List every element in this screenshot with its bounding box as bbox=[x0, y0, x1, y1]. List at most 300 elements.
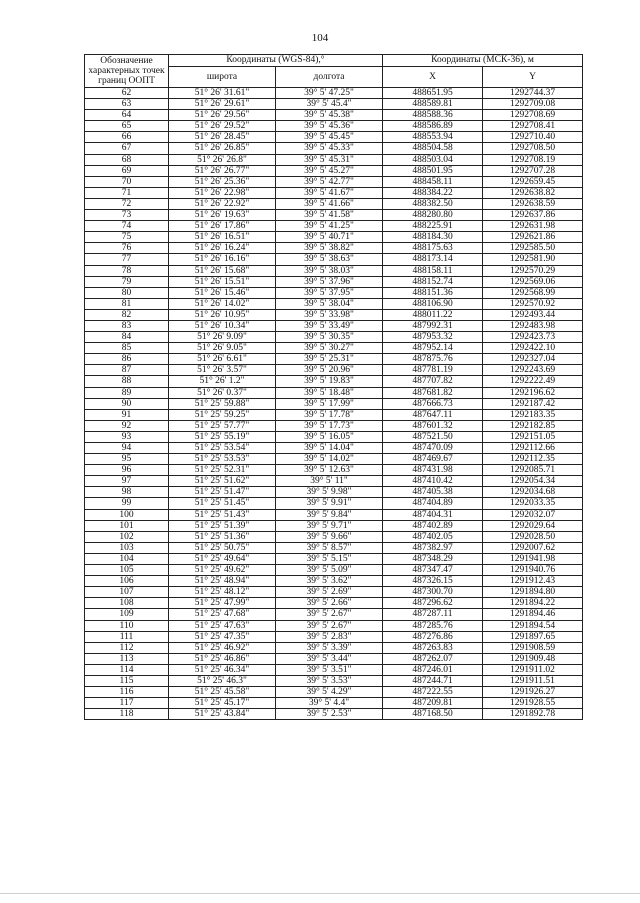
cell-x-coordinate: 487168.50 bbox=[383, 709, 483, 720]
cell-longitude: 39° 5' 38.04" bbox=[276, 298, 383, 309]
cell-y-coordinate: 1292569.06 bbox=[483, 276, 583, 287]
cell-latitude: 51° 26' 15.46" bbox=[169, 287, 276, 298]
cell-x-coordinate: 487469.67 bbox=[383, 454, 483, 465]
cell-latitude: 51° 26' 17.86" bbox=[169, 221, 276, 232]
cell-latitude: 51° 25' 51.45" bbox=[169, 498, 276, 509]
cell-longitude: 39° 5' 38.82" bbox=[276, 243, 383, 254]
page-number: 104 bbox=[311, 32, 329, 44]
cell-y-coordinate: 1291926.27 bbox=[483, 687, 583, 698]
cell-y-coordinate: 1292638.82 bbox=[483, 187, 583, 198]
cell-point-id: 94 bbox=[85, 443, 169, 454]
cell-point-id: 72 bbox=[85, 198, 169, 209]
cell-y-coordinate: 1292709.08 bbox=[483, 99, 583, 110]
cell-point-id: 73 bbox=[85, 210, 169, 221]
table-row bbox=[85, 487, 583, 498]
cell-point-id: 99 bbox=[85, 498, 169, 509]
cell-point-id: 109 bbox=[85, 609, 169, 620]
page-bottom-rule bbox=[0, 893, 640, 894]
cell-latitude: 51° 25' 46.86" bbox=[169, 653, 276, 664]
table-row bbox=[85, 232, 583, 243]
cell-y-coordinate: 1292744.37 bbox=[483, 88, 583, 99]
header-latitude: широта bbox=[169, 67, 276, 88]
cell-point-id: 101 bbox=[85, 520, 169, 531]
cell-y-coordinate: 1292659.45 bbox=[483, 176, 583, 187]
cell-point-id: 105 bbox=[85, 565, 169, 576]
cell-x-coordinate: 487402.05 bbox=[383, 531, 483, 542]
cell-point-id: 102 bbox=[85, 531, 169, 542]
cell-x-coordinate: 487402.89 bbox=[383, 520, 483, 531]
cell-point-id: 82 bbox=[85, 309, 169, 320]
cell-point-id: 67 bbox=[85, 143, 169, 154]
cell-x-coordinate: 488280.80 bbox=[383, 210, 483, 221]
cell-x-coordinate: 487647.11 bbox=[383, 409, 483, 420]
cell-longitude: 39° 5' 9.66" bbox=[276, 531, 383, 542]
cell-latitude: 51° 26' 15.51" bbox=[169, 276, 276, 287]
cell-longitude: 39° 5' 41.58" bbox=[276, 210, 383, 221]
cell-point-id: 84 bbox=[85, 332, 169, 343]
table-row bbox=[85, 520, 583, 531]
cell-point-id: 81 bbox=[85, 298, 169, 309]
cell-longitude: 39° 5' 2.66" bbox=[276, 598, 383, 609]
cell-x-coordinate: 488173.14 bbox=[383, 254, 483, 265]
cell-y-coordinate: 1291894.54 bbox=[483, 620, 583, 631]
table-row bbox=[85, 287, 583, 298]
cell-longitude: 39° 5' 41.66" bbox=[276, 198, 383, 209]
cell-latitude: 51° 26' 26.77" bbox=[169, 165, 276, 176]
cell-x-coordinate: 487276.86 bbox=[383, 631, 483, 642]
cell-point-id: 104 bbox=[85, 553, 169, 564]
cell-longitude: 39° 5' 45.27" bbox=[276, 165, 383, 176]
cell-y-coordinate: 1292029.64 bbox=[483, 520, 583, 531]
header-point-designation: Обозначение характерных точек границ ООПТ bbox=[85, 55, 169, 88]
cell-y-coordinate: 1292493.44 bbox=[483, 309, 583, 320]
cell-longitude: 39° 5' 3.39" bbox=[276, 642, 383, 653]
cell-latitude: 51° 26' 16.16" bbox=[169, 254, 276, 265]
cell-point-id: 91 bbox=[85, 409, 169, 420]
cell-y-coordinate: 1292183.35 bbox=[483, 409, 583, 420]
cell-latitude: 51° 25' 51.39" bbox=[169, 520, 276, 531]
cell-y-coordinate: 1292423.73 bbox=[483, 332, 583, 343]
cell-longitude: 39° 5' 20.96" bbox=[276, 365, 383, 376]
table-row bbox=[85, 254, 583, 265]
cell-x-coordinate: 487410.42 bbox=[383, 476, 483, 487]
table-row bbox=[85, 553, 583, 564]
cell-y-coordinate: 1292710.40 bbox=[483, 132, 583, 143]
table-row bbox=[85, 531, 583, 542]
cell-x-coordinate: 487521.50 bbox=[383, 431, 483, 442]
cell-y-coordinate: 1292483.98 bbox=[483, 320, 583, 331]
cell-longitude: 39° 5' 37.96" bbox=[276, 276, 383, 287]
cell-point-id: 106 bbox=[85, 576, 169, 587]
cell-latitude: 51° 26' 29.52" bbox=[169, 121, 276, 132]
cell-point-id: 69 bbox=[85, 165, 169, 176]
table-row bbox=[85, 154, 583, 165]
cell-longitude: 39° 5' 2.53" bbox=[276, 709, 383, 720]
cell-y-coordinate: 1292708.69 bbox=[483, 110, 583, 121]
cell-point-id: 63 bbox=[85, 99, 169, 110]
cell-latitude: 51° 25' 57.77" bbox=[169, 420, 276, 431]
cell-y-coordinate: 1292570.92 bbox=[483, 298, 583, 309]
cell-point-id: 86 bbox=[85, 354, 169, 365]
header-msk36: Координаты (МСК-36), м bbox=[383, 55, 583, 67]
cell-y-coordinate: 1292707.28 bbox=[483, 165, 583, 176]
cell-y-coordinate: 1292585.50 bbox=[483, 243, 583, 254]
cell-y-coordinate: 1292007.62 bbox=[483, 542, 583, 553]
cell-point-id: 70 bbox=[85, 176, 169, 187]
cell-longitude: 39° 5' 3.44" bbox=[276, 653, 383, 664]
table-row bbox=[85, 576, 583, 587]
cell-longitude: 39° 5' 14.04" bbox=[276, 443, 383, 454]
cell-longitude: 39° 5' 30.35" bbox=[276, 332, 383, 343]
cell-longitude: 39° 5' 30.27" bbox=[276, 343, 383, 354]
table-row bbox=[85, 187, 583, 198]
cell-longitude: 39° 5' 45.33" bbox=[276, 143, 383, 154]
cell-y-coordinate: 1291894.46 bbox=[483, 609, 583, 620]
cell-latitude: 51° 25' 51.62" bbox=[169, 476, 276, 487]
cell-point-id: 111 bbox=[85, 631, 169, 642]
cell-x-coordinate: 487952.14 bbox=[383, 343, 483, 354]
cell-latitude: 51° 26' 10.95" bbox=[169, 309, 276, 320]
cell-x-coordinate: 487326.15 bbox=[383, 576, 483, 587]
table-row bbox=[85, 298, 583, 309]
cell-x-coordinate: 487262.07 bbox=[383, 653, 483, 664]
table-row bbox=[85, 620, 583, 631]
table-row bbox=[85, 431, 583, 442]
cell-y-coordinate: 1292581.90 bbox=[483, 254, 583, 265]
cell-longitude: 39° 5' 12.63" bbox=[276, 465, 383, 476]
table-row bbox=[85, 409, 583, 420]
cell-y-coordinate: 1292222.49 bbox=[483, 376, 583, 387]
table-row bbox=[85, 609, 583, 620]
cell-y-coordinate: 1292033.35 bbox=[483, 498, 583, 509]
cell-x-coordinate: 488382.50 bbox=[383, 198, 483, 209]
cell-point-id: 116 bbox=[85, 687, 169, 698]
cell-latitude: 51° 25' 47.63" bbox=[169, 620, 276, 631]
table-row bbox=[85, 110, 583, 121]
cell-latitude: 51° 26' 28.45" bbox=[169, 132, 276, 143]
cell-x-coordinate: 487405.38 bbox=[383, 487, 483, 498]
table-row bbox=[85, 631, 583, 642]
cell-x-coordinate: 487601.32 bbox=[383, 420, 483, 431]
cell-longitude: 39° 5' 5.15" bbox=[276, 553, 383, 564]
table-body bbox=[85, 88, 583, 720]
cell-longitude: 39° 5' 42.77" bbox=[276, 176, 383, 187]
cell-x-coordinate: 488553.94 bbox=[383, 132, 483, 143]
table-row bbox=[85, 88, 583, 99]
cell-latitude: 51° 25' 43.84" bbox=[169, 709, 276, 720]
table-row bbox=[85, 642, 583, 653]
cell-x-coordinate: 487781.19 bbox=[383, 365, 483, 376]
cell-y-coordinate: 1292422.10 bbox=[483, 343, 583, 354]
cell-y-coordinate: 1292187.42 bbox=[483, 398, 583, 409]
table-row bbox=[85, 276, 583, 287]
cell-latitude: 51° 26' 10.34" bbox=[169, 320, 276, 331]
cell-longitude: 39° 5' 4.29" bbox=[276, 687, 383, 698]
cell-latitude: 51° 26' 6.61" bbox=[169, 354, 276, 365]
cell-longitude: 39° 5' 45.38" bbox=[276, 110, 383, 121]
table-row bbox=[85, 387, 583, 398]
table-header bbox=[85, 55, 583, 88]
cell-latitude: 51° 26' 16.24" bbox=[169, 243, 276, 254]
cell-point-id: 74 bbox=[85, 221, 169, 232]
cell-x-coordinate: 487953.32 bbox=[383, 332, 483, 343]
table-row bbox=[85, 99, 583, 110]
cell-latitude: 51° 25' 48.12" bbox=[169, 587, 276, 598]
cell-latitude: 51° 25' 49.62" bbox=[169, 565, 276, 576]
cell-x-coordinate: 488175.63 bbox=[383, 243, 483, 254]
cell-point-id: 96 bbox=[85, 465, 169, 476]
cell-latitude: 51° 25' 53.54" bbox=[169, 443, 276, 454]
table-row bbox=[85, 265, 583, 276]
cell-y-coordinate: 1292032.07 bbox=[483, 509, 583, 520]
cell-longitude: 39° 5' 9.91" bbox=[276, 498, 383, 509]
cell-x-coordinate: 488151.36 bbox=[383, 287, 483, 298]
table-row bbox=[85, 121, 583, 132]
cell-y-coordinate: 1292570.29 bbox=[483, 265, 583, 276]
cell-latitude: 51° 25' 45.58" bbox=[169, 687, 276, 698]
cell-x-coordinate: 488225.91 bbox=[383, 221, 483, 232]
cell-longitude: 39° 5' 9.84" bbox=[276, 509, 383, 520]
cell-y-coordinate: 1292112.35 bbox=[483, 454, 583, 465]
cell-latitude: 51° 25' 46.92" bbox=[169, 642, 276, 653]
cell-y-coordinate: 1292196.62 bbox=[483, 387, 583, 398]
table-row bbox=[85, 132, 583, 143]
cell-y-coordinate: 1292637.86 bbox=[483, 210, 583, 221]
cell-y-coordinate: 1292568.99 bbox=[483, 287, 583, 298]
cell-point-id: 88 bbox=[85, 376, 169, 387]
cell-y-coordinate: 1292327.04 bbox=[483, 354, 583, 365]
cell-x-coordinate: 488458.11 bbox=[383, 176, 483, 187]
cell-y-coordinate: 1292708.41 bbox=[483, 121, 583, 132]
cell-x-coordinate: 487246.01 bbox=[383, 664, 483, 675]
cell-latitude: 51° 25' 53.53" bbox=[169, 454, 276, 465]
cell-x-coordinate: 487666.73 bbox=[383, 398, 483, 409]
coordinates-table bbox=[84, 54, 583, 720]
cell-latitude: 51° 26' 26.85" bbox=[169, 143, 276, 154]
cell-longitude: 39° 5' 40.71" bbox=[276, 232, 383, 243]
cell-longitude: 39° 5' 3.53" bbox=[276, 675, 383, 686]
cell-y-coordinate: 1291911.02 bbox=[483, 664, 583, 675]
cell-point-id: 71 bbox=[85, 187, 169, 198]
cell-longitude: 39° 5' 4.4" bbox=[276, 698, 383, 709]
cell-latitude: 51° 26' 25.36" bbox=[169, 176, 276, 187]
table-row bbox=[85, 454, 583, 465]
table-row bbox=[85, 198, 583, 209]
cell-point-id: 98 bbox=[85, 487, 169, 498]
cell-y-coordinate: 1291908.59 bbox=[483, 642, 583, 653]
table-row bbox=[85, 687, 583, 698]
cell-x-coordinate: 488586.89 bbox=[383, 121, 483, 132]
cell-latitude: 51° 26' 16.51" bbox=[169, 232, 276, 243]
cell-point-id: 89 bbox=[85, 387, 169, 398]
cell-x-coordinate: 487470.09 bbox=[383, 443, 483, 454]
cell-latitude: 51° 25' 50.75" bbox=[169, 542, 276, 553]
cell-x-coordinate: 488588.36 bbox=[383, 110, 483, 121]
cell-latitude: 51° 26' 19.63" bbox=[169, 210, 276, 221]
cell-x-coordinate: 488106.90 bbox=[383, 298, 483, 309]
cell-longitude: 39° 5' 18.48" bbox=[276, 387, 383, 398]
cell-longitude: 39° 5' 3.51" bbox=[276, 664, 383, 675]
cell-longitude: 39° 5' 3.62" bbox=[276, 576, 383, 587]
cell-x-coordinate: 487431.98 bbox=[383, 465, 483, 476]
cell-y-coordinate: 1291941.98 bbox=[483, 553, 583, 564]
cell-y-coordinate: 1291911.51 bbox=[483, 675, 583, 686]
cell-latitude: 51° 25' 51.36" bbox=[169, 531, 276, 542]
cell-point-id: 66 bbox=[85, 132, 169, 143]
cell-point-id: 114 bbox=[85, 664, 169, 675]
cell-y-coordinate: 1292638.59 bbox=[483, 198, 583, 209]
cell-x-coordinate: 487287.11 bbox=[383, 609, 483, 620]
cell-longitude: 39° 5' 45.36" bbox=[276, 121, 383, 132]
cell-longitude: 39° 5' 9.71" bbox=[276, 520, 383, 531]
table-row bbox=[85, 320, 583, 331]
table-row bbox=[85, 165, 583, 176]
cell-latitude: 51° 26' 9.05" bbox=[169, 343, 276, 354]
cell-point-id: 83 bbox=[85, 320, 169, 331]
table-row bbox=[85, 376, 583, 387]
cell-x-coordinate: 487348.29 bbox=[383, 553, 483, 564]
cell-point-id: 97 bbox=[85, 476, 169, 487]
cell-x-coordinate: 487347.47 bbox=[383, 565, 483, 576]
table-row bbox=[85, 598, 583, 609]
cell-y-coordinate: 1292112.66 bbox=[483, 443, 583, 454]
cell-y-coordinate: 1292631.98 bbox=[483, 221, 583, 232]
cell-y-coordinate: 1292182.85 bbox=[483, 420, 583, 431]
header-y: Y bbox=[483, 67, 583, 88]
cell-x-coordinate: 487222.55 bbox=[383, 687, 483, 698]
cell-latitude: 51° 26' 22.92" bbox=[169, 198, 276, 209]
cell-latitude: 51° 25' 59.88" bbox=[169, 398, 276, 409]
table-row bbox=[85, 465, 583, 476]
cell-x-coordinate: 488011.22 bbox=[383, 309, 483, 320]
table-row bbox=[85, 365, 583, 376]
cell-point-id: 65 bbox=[85, 121, 169, 132]
table-row bbox=[85, 309, 583, 320]
header-longitude: долгота bbox=[276, 67, 383, 88]
cell-latitude: 51° 26' 9.09" bbox=[169, 332, 276, 343]
table-row bbox=[85, 210, 583, 221]
table-row bbox=[85, 509, 583, 520]
cell-y-coordinate: 1292708.19 bbox=[483, 154, 583, 165]
cell-point-id: 62 bbox=[85, 88, 169, 99]
table-row bbox=[85, 143, 583, 154]
cell-longitude: 39° 5' 25.31" bbox=[276, 354, 383, 365]
table-row bbox=[85, 698, 583, 709]
cell-point-id: 118 bbox=[85, 709, 169, 720]
cell-longitude: 39° 5' 14.02" bbox=[276, 454, 383, 465]
cell-longitude: 39° 5' 33.49" bbox=[276, 320, 383, 331]
cell-longitude: 39° 5' 37.95" bbox=[276, 287, 383, 298]
cell-x-coordinate: 488152.74 bbox=[383, 276, 483, 287]
cell-longitude: 39° 5' 17.73" bbox=[276, 420, 383, 431]
cell-point-id: 77 bbox=[85, 254, 169, 265]
cell-latitude: 51° 25' 51.47" bbox=[169, 487, 276, 498]
cell-x-coordinate: 487300.70 bbox=[383, 587, 483, 598]
cell-y-coordinate: 1292054.34 bbox=[483, 476, 583, 487]
cell-x-coordinate: 487681.82 bbox=[383, 387, 483, 398]
cell-y-coordinate: 1291897.65 bbox=[483, 631, 583, 642]
cell-point-id: 95 bbox=[85, 454, 169, 465]
cell-latitude: 51° 26' 14.02" bbox=[169, 298, 276, 309]
cell-x-coordinate: 487296.62 bbox=[383, 598, 483, 609]
cell-longitude: 39° 5' 8.57" bbox=[276, 542, 383, 553]
cell-x-coordinate: 487382.97 bbox=[383, 542, 483, 553]
table-row bbox=[85, 332, 583, 343]
cell-x-coordinate: 487244.71 bbox=[383, 675, 483, 686]
cell-longitude: 39° 5' 2.69" bbox=[276, 587, 383, 598]
cell-latitude: 51° 25' 52.31" bbox=[169, 465, 276, 476]
cell-latitude: 51° 26' 22.98" bbox=[169, 187, 276, 198]
cell-x-coordinate: 487404.89 bbox=[383, 498, 483, 509]
cell-point-id: 108 bbox=[85, 598, 169, 609]
cell-x-coordinate: 488504.58 bbox=[383, 143, 483, 154]
table-row bbox=[85, 498, 583, 509]
cell-latitude: 51° 25' 55.19" bbox=[169, 431, 276, 442]
cell-latitude: 51° 25' 47.99" bbox=[169, 598, 276, 609]
table-row bbox=[85, 443, 583, 454]
cell-point-id: 107 bbox=[85, 587, 169, 598]
table-row bbox=[85, 542, 583, 553]
cell-point-id: 68 bbox=[85, 154, 169, 165]
cell-longitude: 39° 5' 45.31" bbox=[276, 154, 383, 165]
table-row bbox=[85, 587, 583, 598]
cell-y-coordinate: 1291928.55 bbox=[483, 698, 583, 709]
cell-longitude: 39° 5' 16.05" bbox=[276, 431, 383, 442]
cell-point-id: 79 bbox=[85, 276, 169, 287]
cell-point-id: 112 bbox=[85, 642, 169, 653]
cell-longitude: 39° 5' 2.67" bbox=[276, 620, 383, 631]
table-row bbox=[85, 675, 583, 686]
cell-x-coordinate: 488501.95 bbox=[383, 165, 483, 176]
cell-longitude: 39° 5' 45.4" bbox=[276, 99, 383, 110]
cell-latitude: 51° 25' 46.34" bbox=[169, 664, 276, 675]
cell-latitude: 51° 25' 49.64" bbox=[169, 553, 276, 564]
cell-point-id: 75 bbox=[85, 232, 169, 243]
cell-longitude: 39° 5' 38.03" bbox=[276, 265, 383, 276]
cell-latitude: 51° 26' 26.8" bbox=[169, 154, 276, 165]
table-row bbox=[85, 420, 583, 431]
cell-x-coordinate: 487992.31 bbox=[383, 320, 483, 331]
cell-longitude: 39° 5' 33.98" bbox=[276, 309, 383, 320]
cell-latitude: 51° 26' 3.57" bbox=[169, 365, 276, 376]
cell-x-coordinate: 488158.11 bbox=[383, 265, 483, 276]
cell-point-id: 76 bbox=[85, 243, 169, 254]
cell-x-coordinate: 488589.81 bbox=[383, 99, 483, 110]
cell-y-coordinate: 1291912.43 bbox=[483, 576, 583, 587]
cell-y-coordinate: 1292621.86 bbox=[483, 232, 583, 243]
cell-latitude: 51° 26' 15.68" bbox=[169, 265, 276, 276]
cell-y-coordinate: 1291892.78 bbox=[483, 709, 583, 720]
cell-x-coordinate: 487263.83 bbox=[383, 642, 483, 653]
cell-x-coordinate: 488384.22 bbox=[383, 187, 483, 198]
table-row bbox=[85, 664, 583, 675]
cell-latitude: 51° 25' 47.35" bbox=[169, 631, 276, 642]
cell-point-id: 110 bbox=[85, 620, 169, 631]
cell-longitude: 39° 5' 41.67" bbox=[276, 187, 383, 198]
cell-longitude: 39° 5' 17.99" bbox=[276, 398, 383, 409]
cell-point-id: 64 bbox=[85, 110, 169, 121]
cell-point-id: 103 bbox=[85, 542, 169, 553]
cell-y-coordinate: 1292708.50 bbox=[483, 143, 583, 154]
cell-point-id: 85 bbox=[85, 343, 169, 354]
cell-latitude: 51° 26' 0.37" bbox=[169, 387, 276, 398]
cell-latitude: 51° 26' 31.61" bbox=[169, 88, 276, 99]
table-row bbox=[85, 398, 583, 409]
cell-longitude: 39° 5' 38.63" bbox=[276, 254, 383, 265]
header-wgs84: Координаты (WGS-84),° bbox=[169, 55, 383, 67]
cell-y-coordinate: 1292243.69 bbox=[483, 365, 583, 376]
table-row bbox=[85, 221, 583, 232]
